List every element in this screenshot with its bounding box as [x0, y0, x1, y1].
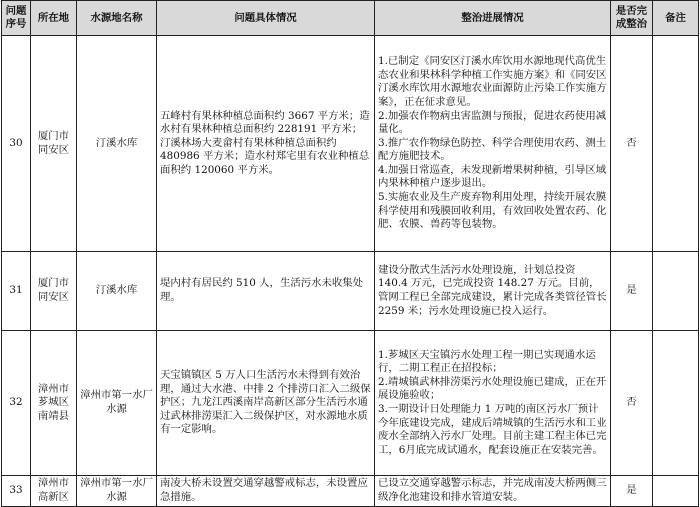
- row-problem: 五峰村有果林种植总面积约 3667 平方米；造水村有果林种植总面积约 228191 平方米；汀溪林场大麦畲村有果林种植总面积约 480986 平方米；造水村郑宅里有农业种植总面积约 120060 平方米。: [157, 36, 375, 252]
- row-completed: 否: [611, 36, 653, 252]
- header-problem: 问题具体情况: [157, 1, 375, 36]
- row-completed: 是: [611, 252, 653, 331]
- header-location: 所在地: [31, 1, 77, 36]
- row-no: 30: [2, 36, 31, 252]
- row-progress: [375, 476, 611, 507]
- row-completed: 否: [611, 331, 653, 476]
- row-problem: 天宝镇镇区 5 万人口生活污水未得到有效治理，通过大水港、中排 2 个排涝口汇入二级保护区；九龙江西溪南岸高新区部分生活污水通过武林排涝渠汇入二级保护区，对水源地水质有一定影响。: [157, 331, 375, 476]
- progress-item: 5.实施农业及生产废弃物利用处理，持续开展农膜科学使用和残膜回收利用，有效回收处置农药、化肥、农膜、兽药等包装物。: [378, 191, 607, 231]
- row-note: [653, 252, 699, 331]
- table-row: [2, 476, 699, 507]
- progress-item: 3.一期设计日处理能力 1 万吨的南区污水厂预计今年底建设完成，建成后靖城镇的生活污水和工业废水全部纳入污水厂处理。目前主建工程主体已完工，6月底完成试通水，配套设施正在安装完善。: [378, 403, 607, 456]
- row-location: 漳州市高新区: [31, 476, 77, 507]
- row-note: [653, 36, 699, 252]
- table-row: [2, 36, 699, 252]
- row-progress: [375, 331, 611, 476]
- progress-item: 建设分散式生活污水处理设施，计划总投资 140.4 万元，已完成投资 148.27 万元。目前，管网工程已全部完成建设，累计完成各类管径管长 2259 米；污水处理设施已投入运行。: [378, 263, 607, 317]
- progress-item: 3.推广农作物绿色防控、科学合理使用农药、测土配方施肥技术。: [378, 136, 607, 163]
- row-location: 漳州市芗城区南靖县: [31, 331, 77, 476]
- row-note: [653, 476, 699, 507]
- row-source: 漳州市第一水厂水源: [77, 331, 157, 476]
- header-progress: 整治进展情况: [375, 1, 611, 36]
- row-source: 漳州市第一水厂水源: [77, 476, 157, 507]
- row-no: 33: [2, 476, 31, 507]
- row-source: 汀溪水库: [77, 36, 157, 252]
- header-no: 问题序号: [2, 1, 31, 36]
- table-row: [2, 252, 699, 331]
- row-location: 厦门市同安区: [31, 252, 77, 331]
- header-row: [2, 1, 699, 36]
- progress-item: 已设立交通穿越警示标志，并完成南凌大桥两侧三级净化池建设和排水管道安装。: [378, 477, 607, 503]
- row-no: 32: [2, 331, 31, 476]
- table-row: [2, 331, 699, 476]
- row-problem: 南凌大桥未设置交通穿越警戒标志，未设置应急措施。: [157, 476, 375, 507]
- header-note: 备注: [653, 1, 699, 36]
- progress-item: 1.已制定《同安区汀溪水库饮用水源地现代高优生态农业和果林科学种植工作实施方案》和《同安区汀溪水库饮用水源地农业面源防止污染工作实施方案》，正在征求意见。: [378, 55, 607, 108]
- progress-item: 2.加强农作物病虫害监测与预报，促进农药使用减量化。: [378, 109, 607, 136]
- row-progress: [375, 252, 611, 331]
- progress-item: 1.芗城区天宝镇污水处理工程一期已实现通水运行，二期工程正在招投标；: [378, 348, 596, 375]
- header-source: 水源地名称: [77, 1, 157, 36]
- row-no: 31: [2, 252, 31, 331]
- row-problem: 堤内村有居民约 510 人，生活污水未收集处理。: [157, 252, 375, 331]
- row-location: 厦门市同安区: [31, 36, 77, 252]
- header-completed: 是否完成整治: [611, 1, 653, 36]
- progress-item: 4.加强日常巡查，未发现新增果树种植，引导区域内果林种植户逐步退出。: [378, 163, 607, 190]
- row-progress: [375, 36, 611, 252]
- row-completed: 是: [611, 476, 653, 507]
- progress-item: 2.靖城镇武林排涝渠污水处理设施已建成，正在开展设施验收；: [378, 375, 607, 402]
- rectification-table: [1, 0, 699, 507]
- row-source: 汀溪水库: [77, 252, 157, 331]
- row-note: [653, 331, 699, 476]
